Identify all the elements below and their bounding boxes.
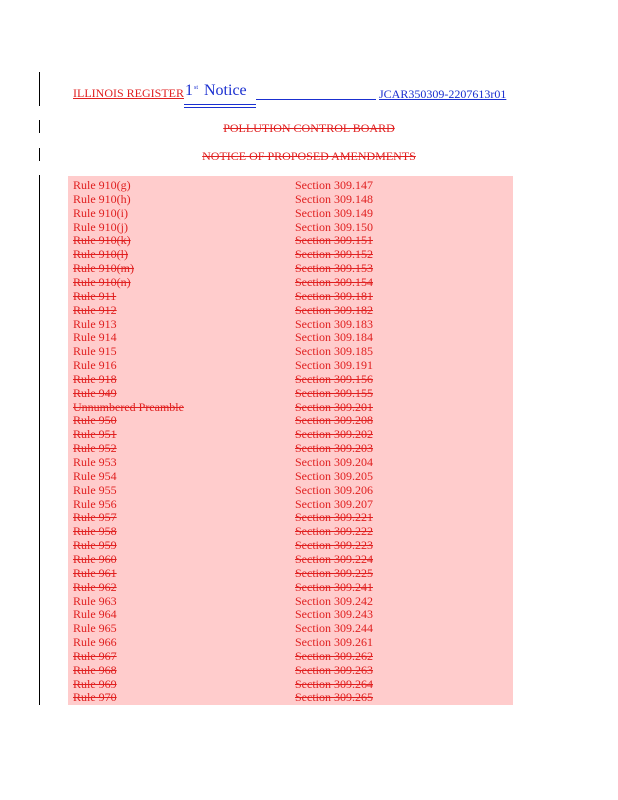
change-bar — [39, 72, 40, 106]
change-bar — [39, 148, 40, 161]
table-row — [68, 261, 513, 275]
section-cell: Section 309.183 — [295, 316, 373, 331]
section-cell: Section 309.151 — [295, 233, 373, 248]
rule-cell: Rule 910(k) — [73, 233, 131, 248]
table-row — [68, 413, 513, 427]
rule-cell: Rule 910(g) — [73, 178, 131, 192]
table-row — [68, 275, 513, 289]
header-underline — [256, 99, 376, 100]
table-row — [68, 427, 513, 441]
rule-cell: Rule 970 — [73, 690, 117, 705]
section-cell: Section 309.243 — [295, 607, 373, 622]
table-row — [68, 607, 513, 621]
section-cell: Section 309.184 — [295, 330, 373, 345]
section-cell: Section 309.261 — [295, 635, 373, 650]
section-cell: Section 309.191 — [295, 358, 373, 373]
notice-label: Notice — [204, 82, 247, 99]
table-row — [68, 178, 513, 192]
rule-cell: Rule 963 — [73, 593, 117, 608]
table-row — [68, 303, 513, 317]
table-row — [68, 358, 513, 372]
rule-cell: Rule 916 — [73, 358, 117, 373]
table-row — [68, 441, 513, 455]
section-cell: Section 309.242 — [295, 593, 373, 608]
rule-cell: Rule 910(j) — [73, 219, 128, 234]
rule-cell: Rule 918 — [73, 371, 117, 386]
rule-cell: Unnumbered Preamble — [73, 399, 184, 414]
rule-cell: Rule 959 — [73, 538, 117, 553]
section-cell: Section 309.154 — [295, 274, 373, 289]
notice-title: NOTICE OF PROPOSED AMENDMENTS — [202, 149, 416, 163]
section-cell: Section 309.264 — [295, 676, 373, 691]
rule-cell: Rule 911 — [73, 288, 117, 303]
section-cell: Section 309.150 — [295, 219, 373, 234]
rule-cell: Rule 910(m) — [73, 261, 134, 276]
table-row — [68, 386, 513, 400]
page-header — [73, 82, 513, 112]
section-cell: Section 309.185 — [295, 344, 373, 359]
table-row — [68, 566, 513, 580]
rule-cell: Rule 954 — [73, 468, 117, 483]
table-row — [68, 690, 513, 704]
change-bar — [39, 175, 40, 705]
table-row — [68, 538, 513, 552]
rule-cell: Rule 912 — [73, 302, 117, 317]
table-row — [68, 289, 513, 303]
section-cell: Section 309.225 — [295, 565, 373, 580]
rule-cell: Rule 915 — [73, 344, 117, 359]
section-cell: Section 309.241 — [295, 579, 373, 594]
rule-cell: Rule 956 — [73, 496, 117, 511]
table-row — [68, 497, 513, 511]
section-cell: Section 309.223 — [295, 538, 373, 553]
section-cell: Section 309.156 — [295, 371, 373, 386]
section-cell: Section 309.153 — [295, 261, 373, 276]
table-row — [68, 677, 513, 691]
table-row — [68, 330, 513, 344]
table-row — [68, 455, 513, 469]
section-cell: Section 309.244 — [295, 621, 373, 636]
header-underline — [184, 107, 256, 108]
change-bar — [39, 120, 40, 133]
table-row — [68, 621, 513, 635]
section-cell: Section 309.206 — [295, 482, 373, 497]
table-row — [68, 524, 513, 538]
rule-cell: Rule 913 — [73, 316, 117, 331]
rule-cell: Rule 965 — [73, 621, 117, 636]
section-cell: Section 309.265 — [295, 690, 373, 705]
table-row — [68, 233, 513, 247]
rule-cell: Rule 910(i) — [73, 205, 128, 220]
register-number-suffix: st — [194, 85, 199, 91]
board-title: POLLUTION CONTROL BOARD — [223, 121, 395, 135]
rule-cell: Rule 951 — [73, 427, 117, 442]
section-cell: Section 309.201 — [295, 399, 373, 414]
rule-cell: Rule 958 — [73, 524, 117, 539]
section-cell: Section 309.263 — [295, 662, 373, 677]
table-row — [68, 247, 513, 261]
rule-cell: Rule 960 — [73, 551, 117, 566]
rule-cell: Rule 953 — [73, 455, 117, 469]
section-cell: Section 309.202 — [295, 427, 373, 442]
section-cell: Section 309.208 — [295, 413, 373, 428]
section-cell: Section 309.262 — [295, 648, 373, 663]
section-cell: Section 309.148 — [295, 191, 373, 206]
table-row — [68, 552, 513, 566]
rule-cell: Rule 962 — [73, 579, 117, 594]
table-row — [68, 400, 513, 414]
rule-cell: Rule 964 — [73, 607, 117, 622]
rule-cell: Rule 957 — [73, 510, 117, 525]
register-title: ILLINOIS REGISTER — [73, 86, 184, 100]
table-row — [68, 580, 513, 594]
rule-cell: Rule 950 — [73, 413, 117, 428]
table-row — [68, 594, 513, 608]
section-cell: Section 309.224 — [295, 551, 373, 566]
section-cell: Section 309.149 — [295, 205, 373, 220]
rule-cell: Rule 969 — [73, 676, 117, 691]
section-cell: Section 309.155 — [295, 385, 373, 400]
rule-cell: Rule 961 — [73, 565, 117, 580]
rule-cell: Rule 910(h) — [73, 191, 131, 206]
section-cell: Section 309.181 — [295, 288, 373, 303]
table-row — [68, 372, 513, 386]
rule-cell: Rule 910(n) — [73, 274, 131, 289]
table-row — [68, 510, 513, 524]
section-cell: Section 309.182 — [295, 302, 373, 317]
section-cell: Section 309.205 — [295, 468, 373, 483]
table-row — [68, 206, 513, 220]
rule-cell: Rule 949 — [73, 385, 117, 400]
table-row — [68, 483, 513, 497]
table-row — [68, 663, 513, 677]
table-row — [68, 192, 513, 206]
table-row — [68, 220, 513, 234]
section-cell: Section 309.147 — [295, 178, 373, 192]
section-cell: Section 309.221 — [295, 510, 373, 525]
table-row — [68, 469, 513, 483]
rule-cell: Rule 910(l) — [73, 247, 128, 262]
rule-cell: Rule 955 — [73, 482, 117, 497]
register-number: 1 — [185, 82, 193, 99]
table-row — [68, 344, 513, 358]
rule-cell: Rule 952 — [73, 441, 117, 456]
table-row — [68, 317, 513, 331]
section-cell: Section 309.152 — [295, 247, 373, 262]
section-cell: Section 309.207 — [295, 496, 373, 511]
section-cell: Section 309.222 — [295, 524, 373, 539]
rule-section-table — [68, 176, 513, 705]
table-row — [68, 649, 513, 663]
rule-cell: Rule 967 — [73, 648, 117, 663]
table-row — [68, 635, 513, 649]
document-code: JCAR350309-2207613r01 — [379, 87, 507, 101]
rule-cell: Rule 968 — [73, 662, 117, 677]
header-underline — [184, 104, 256, 105]
rule-cell: Rule 966 — [73, 635, 117, 650]
rule-cell: Rule 914 — [73, 330, 117, 345]
section-cell: Section 309.204 — [295, 455, 373, 469]
section-cell: Section 309.203 — [295, 441, 373, 456]
